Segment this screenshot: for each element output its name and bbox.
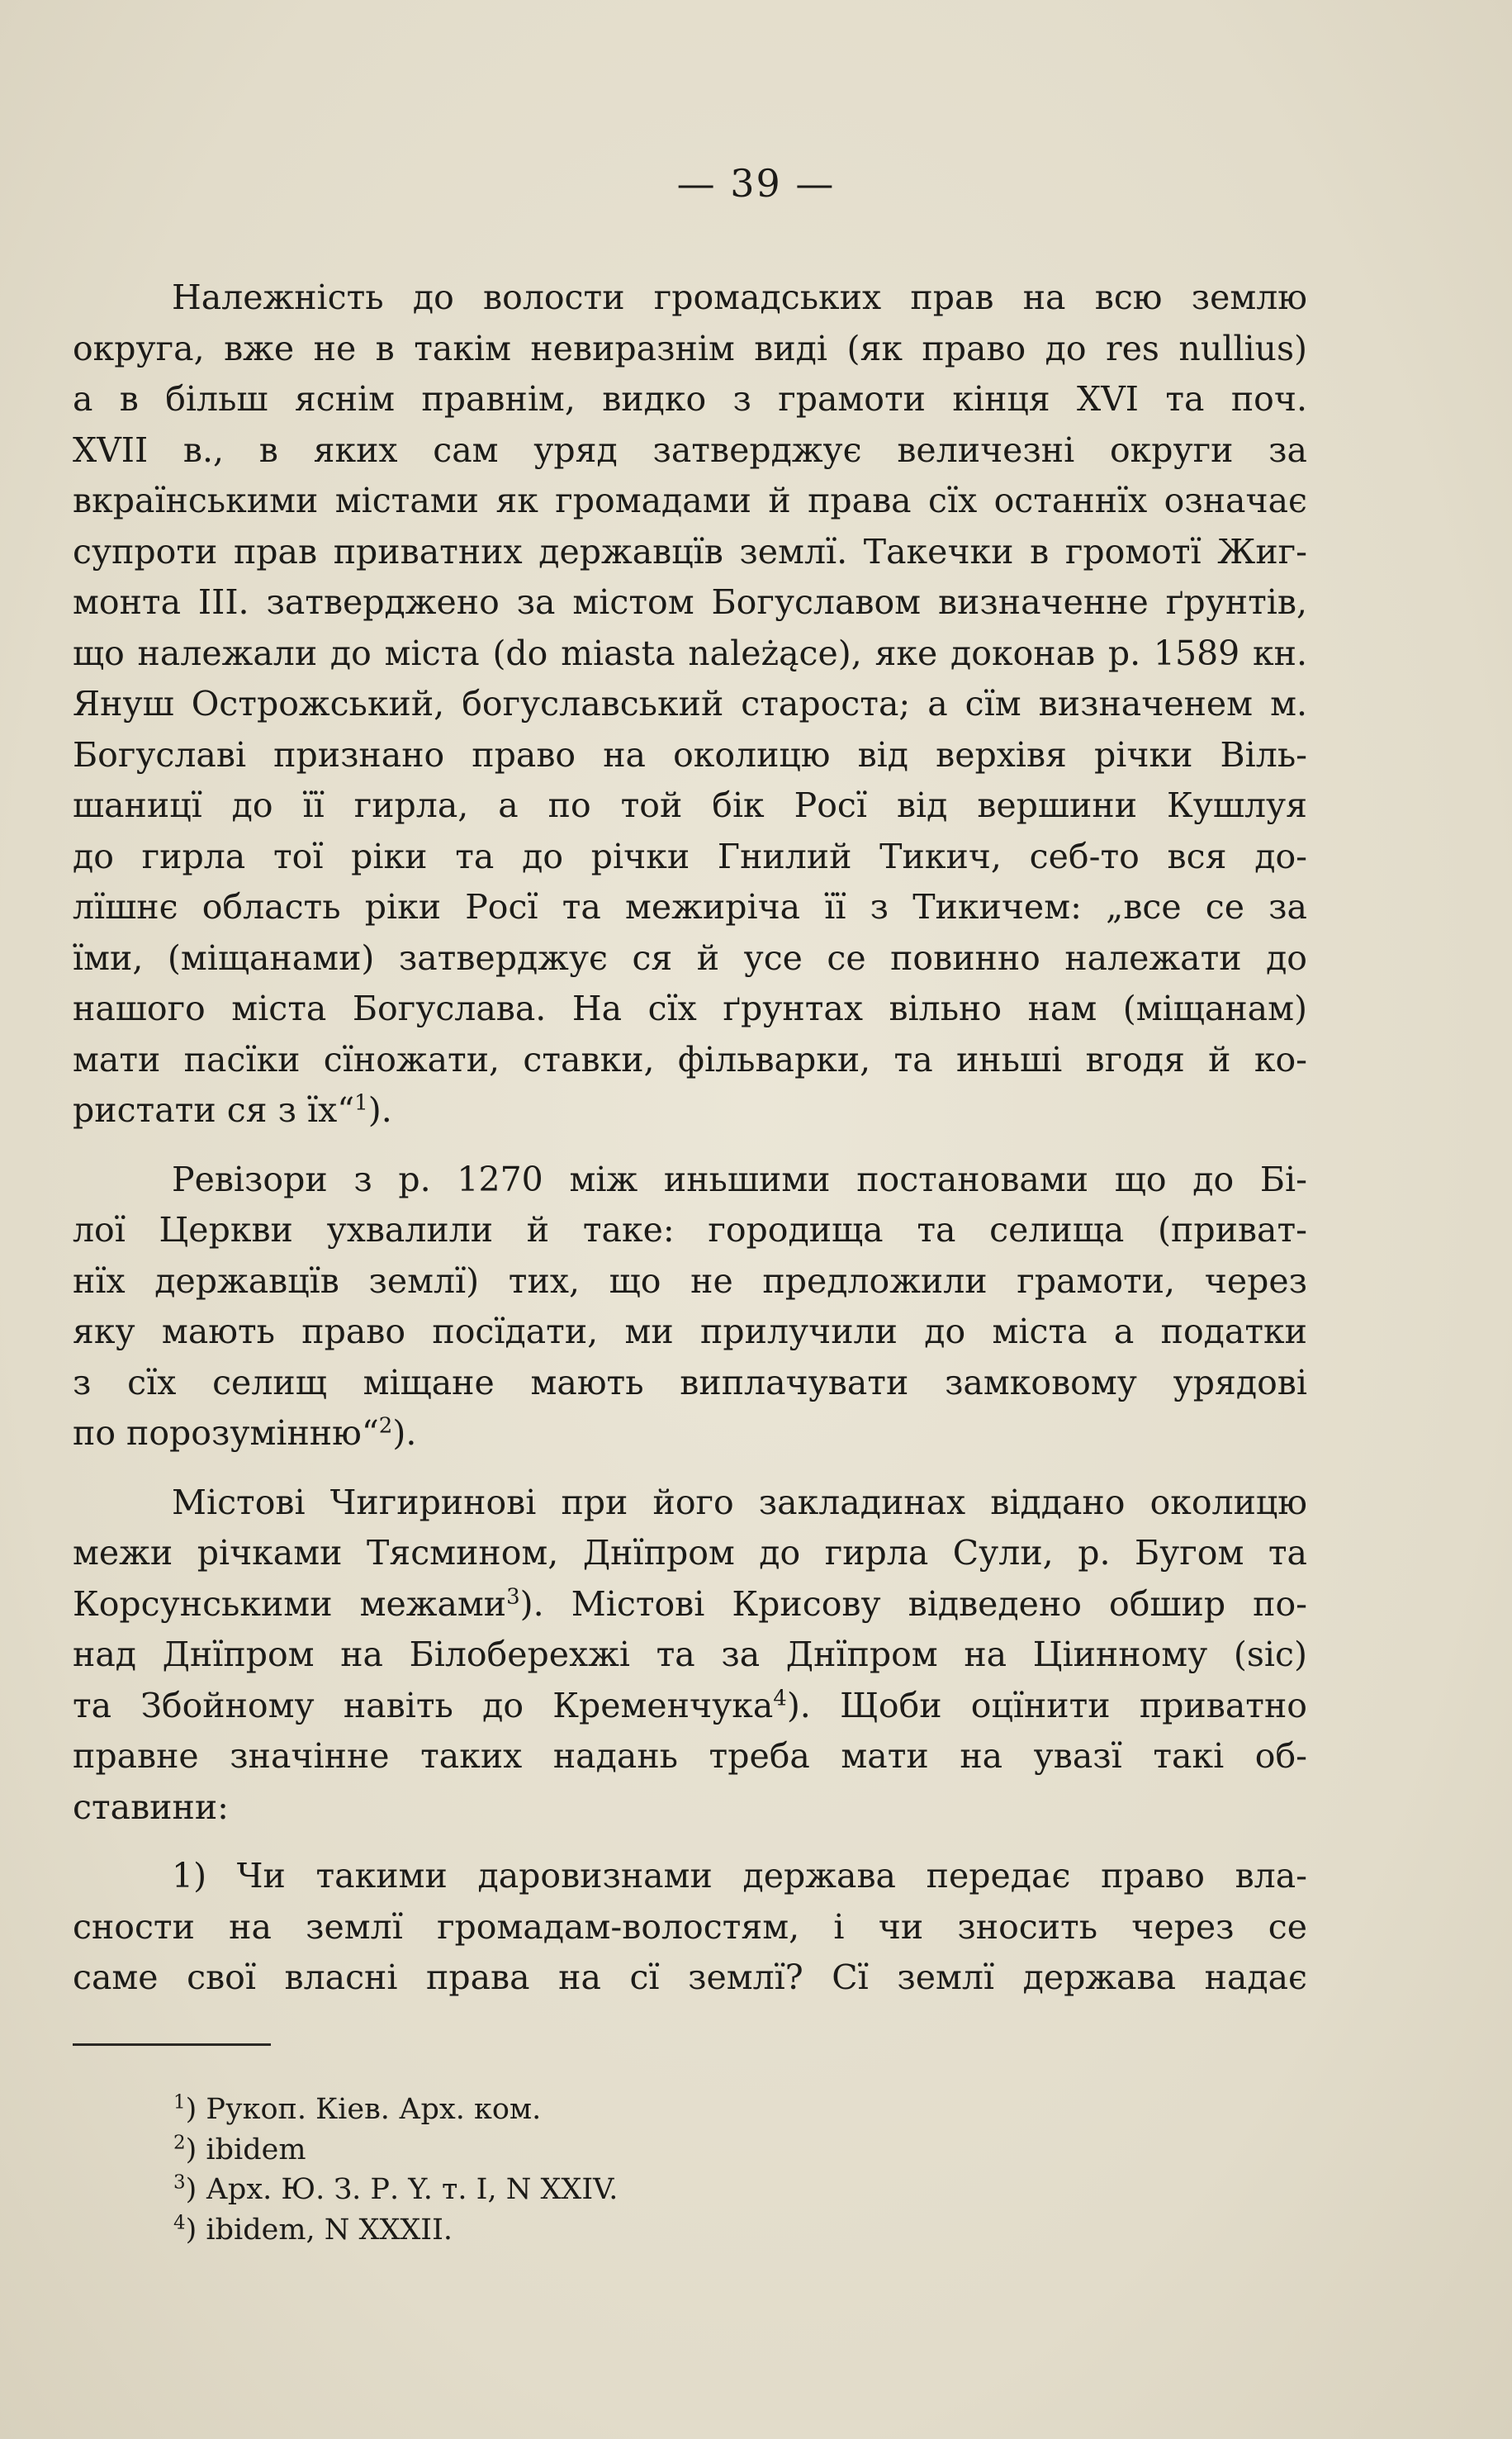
footnote <box>173 2130 1247 2171</box>
text-line: Богуславі признано право на околицю від верхівя річки Віль- <box>73 734 1307 775</box>
text-line: над Днїпром на Білоберехжі та за Днїпром на Ціинному (sic) <box>73 1635 1307 1674</box>
footnote <box>173 2170 1247 2210</box>
text-line: яку мають право посїдати, ми прилучили до міста а податки <box>73 1312 1307 1351</box>
footnote-ref[interactable]: 4 <box>773 1685 787 1711</box>
text-line: правне значінне таких надань треба мати на увазї такі об- <box>73 1736 1307 1776</box>
text-line: лої Церкви ухвалили й таке: городища та селища (приват- <box>73 1210 1307 1250</box>
paragraph-2 <box>73 1155 1307 1459</box>
line-text: Корсунськими межами <box>73 1583 507 1624</box>
text-line: XVII в., в яких сам уряд затверджує величезні округи за <box>73 429 1307 470</box>
line-text: ристати ся з їх“ <box>73 1090 355 1130</box>
footnote-divider <box>73 2043 271 2046</box>
footnote-text: ) Арх. Ю. З. Р. Y. т. I, N XXIV. <box>185 2173 619 2206</box>
text-line: Належність до волости громадських прав на всю землю <box>172 278 1307 317</box>
text-line: лїшнє область ріки Росї та межиріча її з Тикичем: „все се за <box>73 887 1307 927</box>
text-line: округа, вже не в такім невиразнім виді (як право до res nullius) <box>73 328 1307 368</box>
text-line: Ревізори з р. 1270 між иньшими постановами що до Бі- <box>172 1159 1307 1199</box>
line-text: по порозумінню“ <box>73 1413 379 1453</box>
text-line: вкраїнськими містами як громадами й права сїх останнїх означає <box>73 481 1307 520</box>
text-line: а в більш яснім правнім, видко з грамоти кінця XVI та поч. <box>73 379 1307 419</box>
text-line: Містові Чигиринові при його закладинах віддано околицю <box>172 1482 1307 1522</box>
text-line: з сїх селищ міщане мають виплачувати замковому урядові <box>73 1362 1307 1402</box>
footnote-mark: 2 <box>173 2131 186 2153</box>
text-line <box>73 1408 1307 1459</box>
text-line: до гирла тої ріки та до річки Гнилий Тикич, себ-то вся до- <box>73 836 1307 876</box>
footnote-text: ) ibidem, N XXXII. <box>185 2213 453 2247</box>
page-number: — 39 — <box>676 161 836 206</box>
footnote-ref[interactable]: 2 <box>378 1413 393 1439</box>
line-tail: ). Містові Крисову відведено обшир по- <box>519 1583 1307 1624</box>
footnote-mark: 4 <box>173 2211 186 2233</box>
text-line: сности на землї громадам-волостям, і чи зносить через се <box>73 1906 1307 1947</box>
text-line: монта III. затверджено за містом Богуславом визначенне ґрунтів, <box>73 582 1307 622</box>
footnote-mark: 1 <box>173 2091 186 2114</box>
text-line: межи річками Тясмином, Днїпром до гирла Сули, р. Бугом та <box>73 1533 1307 1573</box>
footnotes <box>173 2090 1247 2250</box>
text-line <box>73 1681 1307 1732</box>
paragraph-4 <box>73 1851 1307 2004</box>
footnote <box>173 2210 1247 2251</box>
paragraph-3 <box>73 1478 1307 1834</box>
text-line: нїх державцїв землї) тих, що не предложили грамоти, через <box>73 1260 1307 1301</box>
text-line: ставини: <box>73 1787 229 1827</box>
text-line: мати пасїки сїножати, ставки, фільварки, та иньші вгодя й ко- <box>73 1039 1307 1080</box>
text-line: нашого міста Богуслава. На сїх ґрунтах вільно нам (міщанам) <box>73 989 1307 1028</box>
footnote-mark: 3 <box>173 2171 186 2194</box>
text-line: супроти прав приватних державцїв землї. Такечки в громотї Жиг- <box>73 531 1307 572</box>
line-tail: ). <box>392 1413 417 1453</box>
footnote <box>173 2090 1247 2130</box>
line-tail: ). Щоби оцїнити приватно <box>786 1685 1307 1725</box>
paragraph-1 <box>73 273 1307 1136</box>
text-line <box>73 1579 1307 1630</box>
line-text: та Збойному навіть до Кременчука <box>73 1685 774 1725</box>
footnote-ref[interactable]: 1 <box>354 1090 368 1116</box>
text-line: що належали до міста (do miasta należące), яке доконав р. 1589 кн. <box>73 633 1307 673</box>
text-line: шаницї до її гирла, а по той бік Росї від вершини Кушлуя <box>73 785 1307 825</box>
text-line: їми, (міщанами) затверджує ся й усе се повинно належати до <box>73 937 1307 978</box>
text-line: саме свої власні права на сї землї? Сї землї держава надає <box>73 1957 1307 1997</box>
footnote-ref[interactable]: 3 <box>506 1583 520 1609</box>
text-line: Януш Острожський, богуславський староста; а сїм визначенем м. <box>73 684 1307 724</box>
footnote-text: ) ibidem <box>185 2133 306 2166</box>
body-text <box>73 273 1307 2022</box>
text-line: 1) Чи такими даровизнами держава передає право вла- <box>172 1856 1307 1896</box>
footnote-text: ) Рукоп. Кіев. Арх. ком. <box>185 2093 542 2126</box>
line-tail: ). <box>367 1090 392 1130</box>
text-line <box>73 1085 1307 1136</box>
